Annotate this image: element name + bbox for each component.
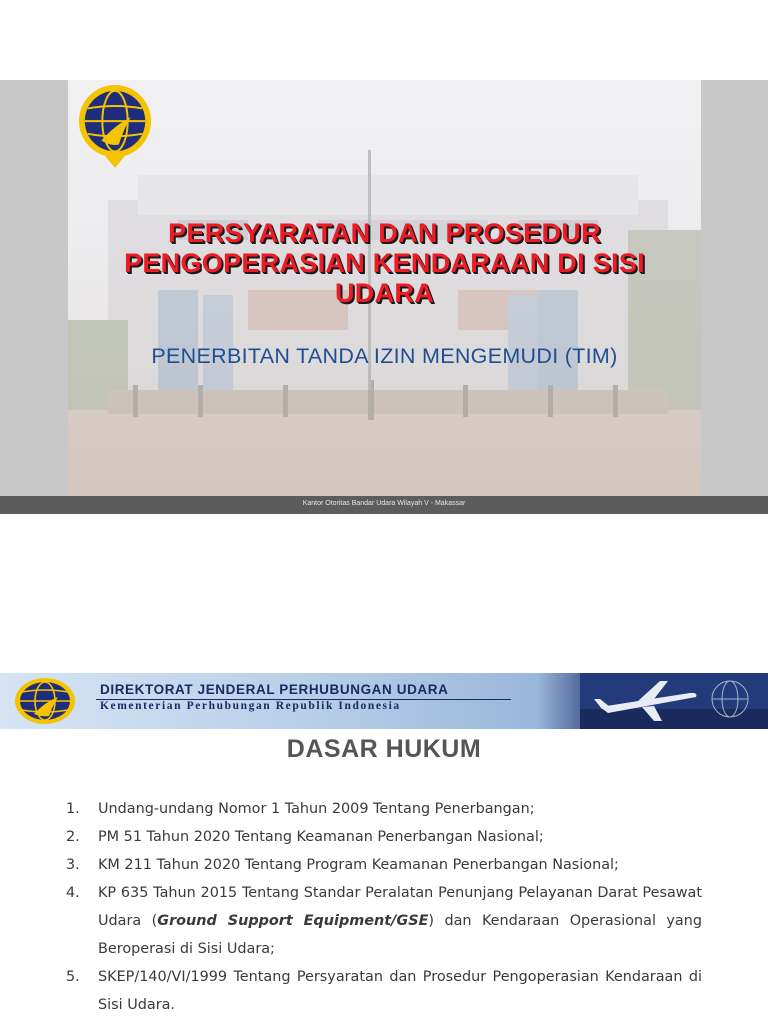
banner-title: DIREKTORAT JENDERAL PERHUBUNGAN UDARA (100, 682, 449, 697)
list-text (98, 879, 702, 963)
list-item (64, 963, 702, 1019)
header-banner (0, 673, 768, 729)
footer-text: Kantor Otoritas Bandar Udara Wilayah V - Makassar (302, 500, 466, 507)
list-number: 3. (66, 857, 80, 873)
list-number: 2. (66, 829, 80, 845)
airplane-icon (580, 673, 768, 729)
list-number: 1. (66, 801, 80, 817)
list-text: KM 211 Tahun 2020 Tentang Program Keamanan Penerbangan Nasional; (98, 857, 619, 873)
slide-title-line-3: UDARA (335, 278, 434, 308)
list-number: 5. (66, 969, 80, 985)
list-item (64, 823, 702, 851)
list-text: PM 51 Tahun 2020 Tentang Keamanan Penerbangan Nasional; (98, 829, 544, 845)
list-number: 4. (66, 885, 80, 901)
banner-subtitle: Kementerian Perhubungan Republik Indonesia (100, 700, 401, 712)
slide-title-line-1: PERSYARATAN DAN PROSEDUR (168, 218, 601, 248)
page-title: DASAR HUKUM (286, 735, 482, 763)
slide-background (68, 80, 701, 496)
kemenhub-emblem-icon (76, 82, 154, 170)
list-text-part: ) dan Kendaraan Operasional yang Beroperasi di Sisi Udara; (98, 913, 702, 957)
list-item (64, 851, 702, 879)
slide-footer (0, 496, 768, 514)
list-text: SKEP/140/VI/1999 Tentang Persyaratan dan Prosedur Pengoperasian Kendaraan di Sisi Udara. (98, 969, 702, 1013)
list-text-emphasis: Ground Support Equipment/GSE (157, 913, 429, 929)
list-item (64, 795, 702, 823)
slide-title-line-2: PENGOPERASIAN KENDARAAN DI SISI (124, 248, 645, 278)
list-text: Undang-undang Nomor 1 Tahun 2009 Tentang Penerbangan; (98, 801, 535, 817)
title-slide (0, 80, 768, 514)
slide-subtitle: PENERBITAN TANDA IZIN MENGEMUDI (TIM) (151, 344, 618, 368)
legal-basis-list (64, 795, 702, 1019)
list-text-part: KP 635 Tahun 2015 Tentang Standar Peralatan Penunjang Pelayanan Darat Pesawat Udara ( (98, 885, 702, 929)
kemenhub-emblem-icon (14, 676, 76, 726)
list-item (64, 879, 702, 963)
